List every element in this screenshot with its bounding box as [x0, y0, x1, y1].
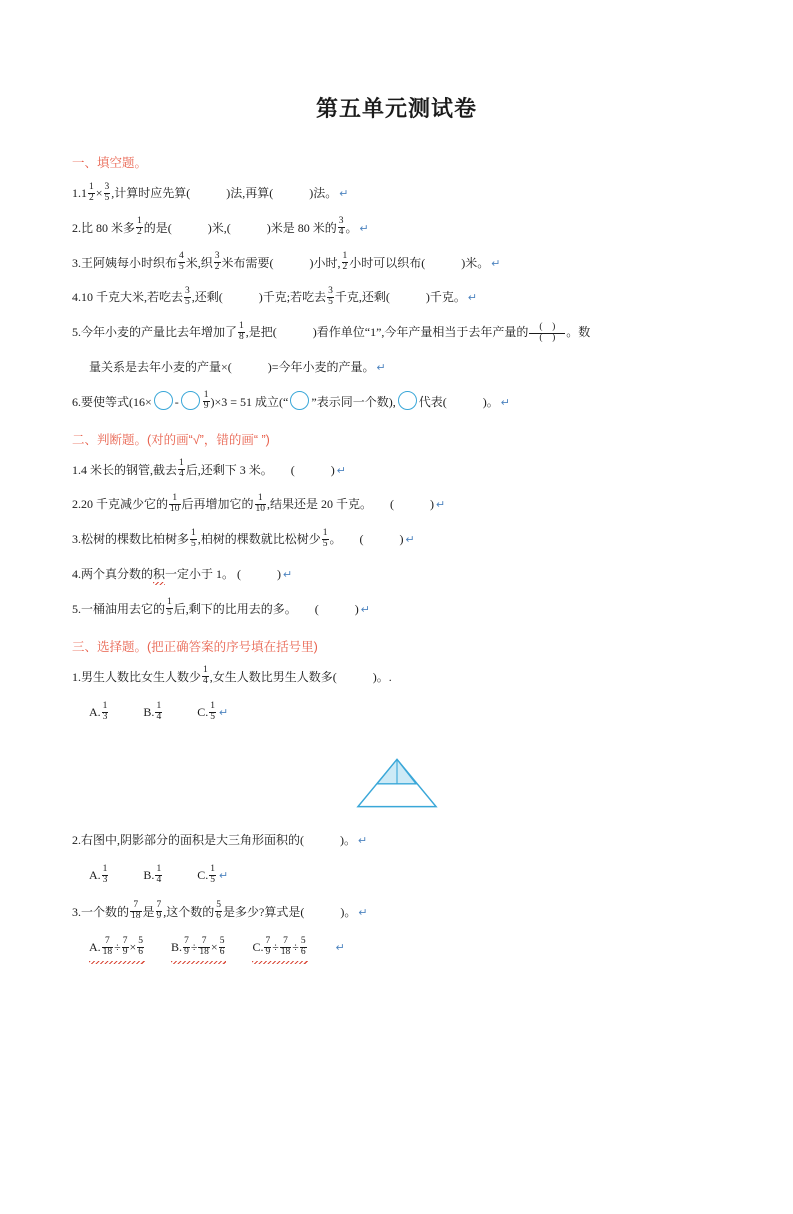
choice-1-options: [89, 700, 721, 724]
circle-blank-icon[interactable]: [181, 391, 200, 410]
question-text: ,这个数的: [163, 904, 215, 919]
triangle-with-shaded-part: [347, 753, 447, 813]
choice-2-options: [89, 863, 721, 887]
question-text: ,是把(: [245, 325, 277, 340]
wavy-underline: 积: [153, 566, 166, 581]
question-text: )=今年小麦的产量。 ↵: [268, 360, 386, 374]
question-text: ,柏树的棵数就比松树少: [197, 532, 321, 547]
fraction: $\frac{3}{5}$: [185, 285, 190, 307]
question-text: 是: [142, 904, 155, 919]
question-text: 3.松树的棵数比柏树多: [72, 532, 190, 547]
fraction: $\frac{1}{3}$: [102, 863, 108, 885]
question-choice-3: [72, 900, 721, 926]
question-text: 米,织: [185, 255, 213, 270]
question-text: (: [290, 462, 295, 477]
question-judge-4: [72, 562, 721, 588]
fraction: $\frac{1}{2}$: [342, 251, 348, 273]
question-number: 1.: [72, 186, 81, 200]
question-text: )米,(: [207, 220, 231, 235]
question-text: 的是(: [143, 220, 172, 235]
fraction: $\frac{3}{2}$: [214, 251, 220, 273]
question-text: 代表(: [418, 394, 447, 409]
circle-blank-icon[interactable]: [154, 391, 173, 410]
figure-container: [72, 737, 721, 828]
section-heading-fill-in: 一、填空题。: [72, 156, 148, 170]
option-b[interactable]: B. $\frac{7}{9}$ ÷ $\frac{7}{18}$ × $\frac{5}{6}$: [171, 935, 226, 959]
question-text: )小时,: [309, 255, 341, 270]
page-title: 第五单元测试卷: [315, 96, 477, 121]
question-text: )。 ↵: [483, 395, 510, 409]
circle-blank-icon[interactable]: [290, 391, 309, 410]
question-text: 是多少?算式是(: [223, 904, 305, 919]
fraction: $\frac{1}{9}$: [203, 390, 209, 412]
fraction: $\frac{7}{18}$: [280, 936, 291, 957]
question-text: 2.比 80 米多: [72, 220, 136, 235]
question-text: )×3 = 51 成立(“: [210, 394, 289, 409]
question-text: ,女生人数比男生人数多(: [209, 669, 337, 684]
question-text: )千克;若吃去: [258, 290, 327, 305]
fraction: $\frac{1}{5}$: [167, 597, 172, 619]
question-text: )看作单位“1”,今年产量相当于去年产量的: [312, 325, 529, 340]
fraction: $\frac{1}{3}$: [102, 700, 108, 722]
question-text: )法,再算(: [226, 186, 274, 200]
option-c[interactable]: C. $\frac{1}{5}$ ↵: [197, 700, 228, 724]
question-text: )米。 ↵: [461, 256, 500, 270]
question-text: )。: [372, 669, 389, 684]
fraction: $\frac{1}{5}$: [322, 527, 328, 549]
question-text: 米布需要(: [221, 255, 274, 270]
question-text: 。: [329, 532, 342, 547]
question-text: )。 ↵: [340, 833, 367, 847]
question-text: 小时可以织布(: [349, 255, 426, 270]
question-text: 后,剩下的比用去的多。: [173, 601, 297, 616]
fraction: $\frac{4}{5}$: [179, 251, 184, 273]
fraction: $\frac{5}{6}$: [300, 936, 306, 957]
question-text: 量关系是去年小麦的产量×(: [89, 359, 232, 374]
fraction: $\frac{5}{6}$: [219, 936, 225, 957]
question-text: 2.20 千克减少它的: [72, 497, 169, 512]
option-a[interactable]: A. $\frac{7}{18}$ ÷ $\frac{7}{9}$ × $\frac{5}{6}$: [89, 935, 145, 959]
circle-blank-icon[interactable]: [398, 391, 417, 410]
question-text: ,结果还是 20 千克。: [267, 497, 373, 512]
question-text: 3.一个数的: [72, 904, 130, 919]
option-c[interactable]: C. $\frac{7}{9}$ ÷ $\frac{7}{18}$ ÷ $\frac{5}{6}$: [252, 935, 307, 959]
fraction: $\frac{3}{4}$: [338, 216, 344, 238]
question-text: )米是 80 米的: [266, 220, 337, 235]
fraction: $\frac{1}{10}$: [255, 492, 266, 514]
question-judge-5: [72, 597, 721, 623]
question-text: ) ↵: [400, 532, 415, 546]
fraction: $\frac{1}{4}$: [156, 700, 162, 722]
operator: ×: [95, 186, 103, 200]
question-judge-3: [72, 527, 721, 553]
question-text: 2.右图中,阴影部分的面积是大三角形面积的(: [72, 832, 304, 847]
operator: -: [174, 394, 179, 409]
question-text: 。数: [566, 325, 591, 340]
fraction: $\frac{1}{2}$: [137, 216, 142, 238]
question-text: 后再增加它的: [181, 497, 254, 512]
question-text: (: [237, 566, 242, 581]
fraction: $\frac{7}{9}$: [156, 900, 162, 922]
question-judge-1: [72, 458, 721, 484]
fraction: $\frac{5}{6}$: [138, 936, 144, 957]
question-text: 后,还剩下 3 米。: [185, 462, 273, 477]
fraction: $\frac{7}{9}$: [184, 936, 189, 957]
fraction-blank[interactable]: $\frac{( )}{( )}$: [529, 323, 565, 344]
choice-3-options: [89, 935, 721, 959]
question-text: ) ↵: [277, 567, 292, 581]
question-text: ) ↵: [331, 463, 346, 477]
fraction: $\frac{1}{5}$: [191, 527, 196, 549]
option-c[interactable]: C. $\frac{1}{5}$ ↵: [197, 863, 228, 887]
fraction: $\frac{5}{6}$: [216, 900, 222, 922]
question-text: 3.王阿姨每小时织布: [72, 255, 178, 270]
question-text: (: [314, 601, 319, 616]
option-b[interactable]: B. $\frac{1}{4}$: [143, 863, 162, 885]
fraction: $\frac{1}{5}$: [210, 700, 215, 722]
question-text: (: [359, 532, 364, 547]
fraction: $\frac{1}{4}$: [156, 863, 162, 885]
fraction: $\frac{7}{9}$: [122, 936, 128, 957]
section-heading-choice: 三、选择题。(把正确答案的序号填在括号里): [72, 639, 318, 654]
fraction: $\frac{7}{18}$: [131, 900, 141, 922]
question-choice-2: [72, 828, 721, 854]
fraction: $\frac{1}{10}$: [170, 492, 180, 514]
question-fill-3: [72, 251, 721, 277]
fraction: $\frac{1}{2}$: [89, 181, 94, 203]
question-text: ,还剩(: [191, 290, 223, 305]
question-text: 。 ↵: [346, 221, 369, 235]
question-text: 5.一桶油用去它的: [72, 601, 166, 616]
option-a[interactable]: A. $\frac{1}{3}$: [89, 863, 108, 885]
question-text: )法。 ↵: [309, 186, 348, 200]
question-text: ”表示同一个数),: [311, 394, 396, 409]
option-b[interactable]: B. $\frac{1}{4}$: [143, 700, 162, 722]
fraction: $\frac{3}{5}$: [328, 285, 333, 307]
fraction: $\frac{7}{18}$: [199, 936, 209, 957]
fraction: $\frac{3}{5}$: [104, 181, 110, 203]
question-text: 1.4 米长的钢管,截去: [72, 462, 178, 477]
mixed-whole: 1: [81, 186, 87, 200]
question-fill-6: [72, 390, 721, 416]
fraction: $\frac{7}{18}$: [102, 936, 113, 957]
question-text: 千克,还剩(: [334, 290, 390, 305]
fraction: $\frac{1}{5}$: [210, 863, 215, 885]
question-choice-1: 1.男生人数比女生人数少 $\frac{1}{4}$ ,女生人数比男生人数多( )。.: [72, 665, 392, 687]
question-fill-5-line2: [89, 355, 721, 381]
question-text: ,计算时应先算(: [111, 186, 191, 200]
question-fill-4: [72, 285, 721, 311]
fraction: $\frac{1}{8}$: [239, 320, 244, 342]
question-text: ) ↵: [430, 497, 445, 511]
option-a[interactable]: A. $\frac{1}{3}$: [89, 700, 108, 722]
question-text: 4.两个真分数的积一定小于 1。: [72, 566, 235, 581]
question-text: 6.要使等式(16×: [72, 394, 152, 409]
question-fill-5: [72, 320, 721, 346]
question-fill-2: [72, 216, 721, 242]
question-text: (: [390, 497, 395, 512]
question-text: )千克。 ↵: [426, 290, 477, 304]
question-judge-2: [72, 492, 721, 518]
question-text: )。 ↵: [340, 905, 367, 919]
question-text: 5.今年小麦的产量比去年增加了: [72, 325, 238, 340]
fraction: $\frac{1}{4}$: [203, 665, 208, 687]
question-text: 4.10 千克大米,若吃去: [72, 290, 184, 305]
question-fill-1: [72, 181, 721, 207]
fraction: $\frac{1}{4}$: [179, 458, 184, 480]
question-text: 1.男生人数比女生人数少: [72, 669, 202, 684]
question-text: ) ↵: [355, 602, 370, 616]
worksheet-page: [0, 92, 793, 1214]
section-heading-judge: 二、判断题。(对的画“√”，错的画“ ”): [72, 432, 270, 447]
fraction: $\frac{7}{9}$: [265, 936, 271, 957]
